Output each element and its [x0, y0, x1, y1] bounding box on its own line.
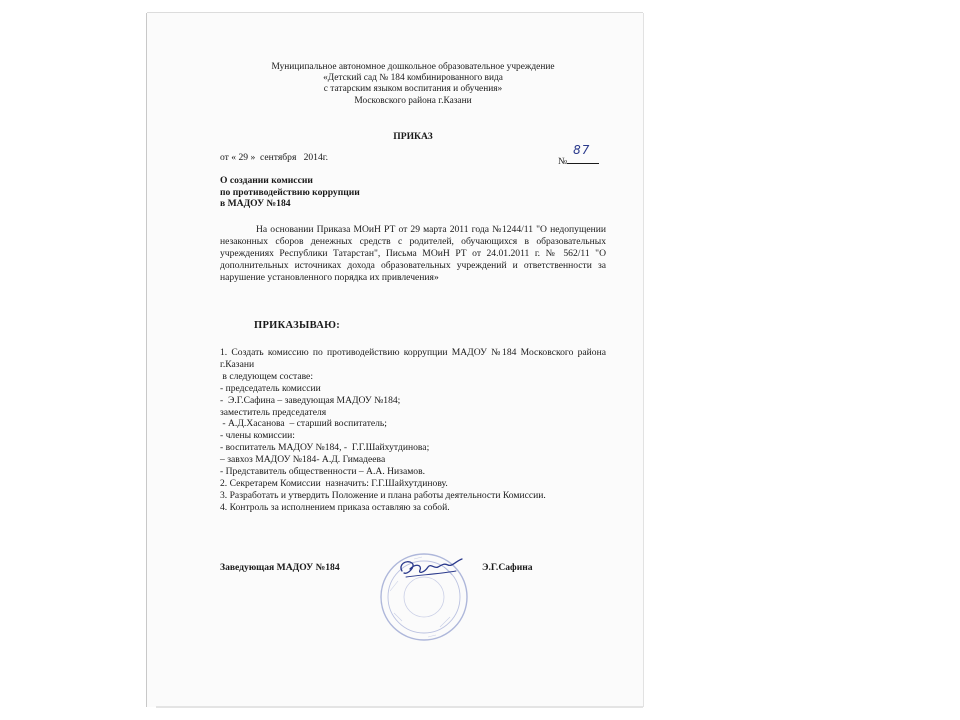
header-line: с татарским языком воспитания и обучения» — [323, 84, 503, 95]
handwritten-number: 87 — [573, 143, 591, 157]
order-item: - Э.Г.Сафина – заведующая МАДОУ №184; — [220, 394, 401, 406]
signature-icon — [396, 555, 466, 581]
order-number — [558, 143, 606, 168]
order-item: - А.Д.Хасанова – старший воспитатель; — [220, 418, 387, 430]
subject-line: О создании комиссии — [220, 175, 313, 186]
date-number-row — [220, 143, 606, 167]
preamble-text: На основании Приказа МОиН РТ от 29 марта 2011 года №1244/11 "О недопущении незаконных сборов денежных средств с родителей, обучающихся в образовательных учреждениях Республики Татарстан", Письма МОиН РТ от 24.01.2011 г. № 562/11 "О дополнительных источниках дохода образовательных учреждений и ответственности за нарушение установленного порядка их привлечения» — [220, 224, 606, 283]
order-item: - воспитатель МАДОУ №184, - Г.Г.Шайхутдинова; — [220, 442, 430, 454]
institution-header — [220, 62, 606, 107]
order-item: - члены комиссии: — [220, 430, 295, 442]
order-item: 1. Создать комиссию по противодействию коррупции МАДОУ №184 Московского района г.Казани — [220, 347, 606, 370]
preamble-paragraph — [220, 224, 606, 284]
order-item: 4. Контроль за исполнением приказа оставляю за собой. — [220, 501, 450, 513]
order-word: ПРИКАЗЫВАЮ: — [254, 320, 341, 331]
number-label: № — [558, 156, 568, 167]
order-item: - Представитель общественности – А.А. Низамов. — [220, 466, 426, 478]
order-document — [220, 62, 606, 573]
signatory-name: Э.Г.Сафина — [482, 562, 533, 573]
order-subject — [220, 175, 360, 210]
order-item: 2. Секретарем Комиссии назначить: Г.Г.Шайхутдинову. — [220, 477, 448, 489]
header-line: «Детский сад № 184 комбинированного вида — [323, 73, 503, 84]
signature-block — [220, 559, 606, 619]
order-item: заместитель председателя — [220, 406, 327, 418]
order-item: в следующем составе: — [220, 370, 313, 382]
header-line: Муниципальное автономное дошкольное образовательное учреждение — [271, 62, 555, 72]
order-items — [220, 347, 606, 514]
subject-line: в МАДОУ №184 — [220, 198, 291, 210]
subject-line: по противодействию коррупции — [220, 186, 360, 198]
header-line: Московского района г.Казани — [354, 95, 472, 106]
document-title: ПРИКАЗ — [393, 131, 433, 142]
order-item: - председатель комиссии — [220, 382, 321, 394]
page-edge — [156, 706, 643, 708]
number-underline — [567, 143, 599, 164]
order-date: от « 29 » сентября 2014г. — [220, 152, 329, 163]
order-item: 3. Разработать и утвердить Положение и плана работы деятельности Комиссии. — [220, 489, 546, 501]
signatory-position: Заведующая МАДОУ №184 — [220, 562, 340, 573]
order-item: – завхоз МАДОУ №184- А.Д. Гимадеева — [220, 454, 386, 466]
